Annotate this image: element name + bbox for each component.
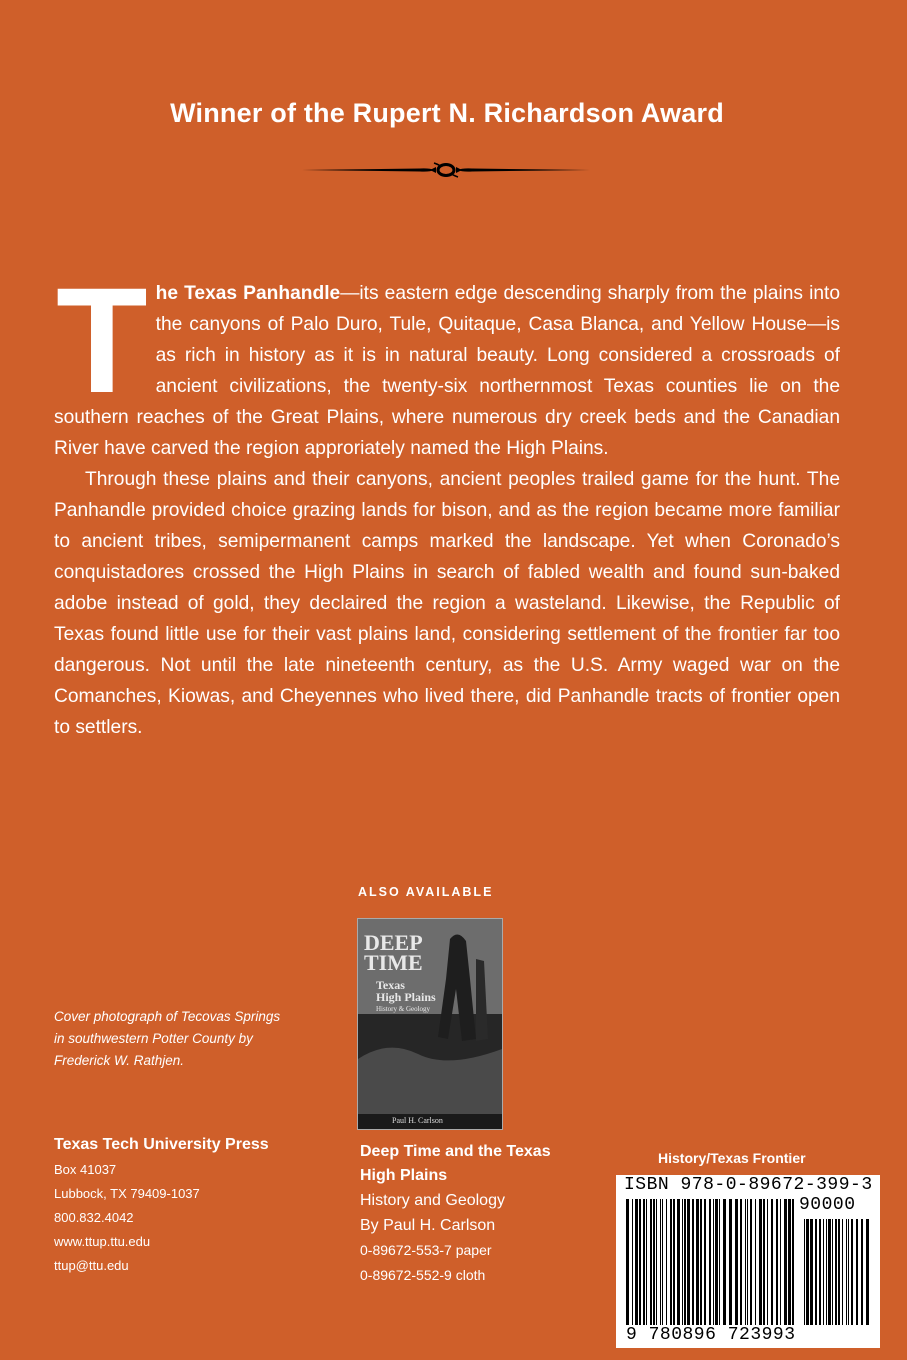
- book-title-line-2: High Plains: [360, 1167, 448, 1184]
- isbn-number: ISBN 978-0-89672-399-3: [624, 1175, 873, 1195]
- book-author: By Paul H. Carlson: [360, 1217, 496, 1234]
- cover-photo-credit: Cover photograph of Tecovas Springs in southwestern Potter County by Frederick W. Rathjen.: [54, 1009, 281, 1068]
- barcode-box: [616, 1175, 880, 1348]
- description-text: [54, 256, 841, 743]
- paragraph-1-body: —its eastern edge descending sharply from the plains into the canyons of Palo Duro, Tule, Quitaque, Casa Blanca, and Yellow House—is as rich in history as it is in natural beauty. Long considered a crossroads of ancient civilizations, the twenty-six northernmost Texas counties lie on the southern reaches of the Great Plains, where numerous dry creek beds and the Canadian River have carved the region approriately named the High Plains.: [54, 283, 841, 459]
- thumb-title: DEEP TIME: [364, 930, 423, 975]
- ean-digits: 9 780896 723993: [626, 1325, 796, 1345]
- publisher-website: www.ttup.ttu.edu: [54, 1234, 151, 1249]
- thumb-author: Paul H. Carlson: [392, 1116, 443, 1125]
- description-paragraph-1: [54, 256, 841, 464]
- description-paragraph-2: Through these plains and their canyons, ancient peoples trailed game for the hunt. The Panhandle provided choice grazing lands for bison, and as the region became more familiar to ancient tribes, semipermanent camps marked the landscape. Yet when Coronado’s conquistadores crossed the High Plains in search of fabled wealth and found sun-baked adobe instead of gold, they declaired the region a wasteland. Likewise, the Republic of Texas found little use for their vast plains land, considering settlement of the frontier far too dangerous. Not until the late nineteenth century, as the U.S. Army waged war on the Comanches, Kiowas, and Cheyennes who lived there, did Panhandle tracts of frontier open to settlers.: [54, 469, 840, 738]
- also-available-book-info: [360, 1140, 600, 1288]
- also-available-label: ALSO AVAILABLE: [358, 885, 494, 899]
- publisher-phone: 800.832.4042: [54, 1210, 134, 1225]
- book-title-line-1: Deep Time and the Texas: [360, 1143, 551, 1160]
- book-subtitle: History and Geology: [360, 1192, 505, 1209]
- ornament-divider-icon: [300, 155, 592, 185]
- publisher-email: ttup@ttu.edu: [54, 1258, 129, 1273]
- book-cover-thumbnail: [357, 918, 503, 1130]
- thumb-subtitle: Texas High Plains History & Geology: [376, 978, 436, 1013]
- drop-cap: T: [56, 256, 148, 424]
- publisher-name: Texas Tech University Press: [54, 1136, 269, 1153]
- price-code: 90000: [799, 1195, 856, 1215]
- publisher-city: Lubbock, TX 79409-1037: [54, 1186, 200, 1201]
- lead-in: he Texas Panhandle: [155, 283, 341, 304]
- publisher-block: [54, 1136, 334, 1278]
- publisher-box: Box 41037: [54, 1162, 117, 1177]
- category-label: History/Texas Frontier: [658, 1150, 806, 1166]
- book-isbn-paper: 0-89672-553-7 paper: [360, 1242, 492, 1258]
- book-isbn-cloth: 0-89672-552-9 cloth: [360, 1267, 486, 1283]
- award-heading: Winner of the Rupert N. Richardson Award: [170, 98, 724, 128]
